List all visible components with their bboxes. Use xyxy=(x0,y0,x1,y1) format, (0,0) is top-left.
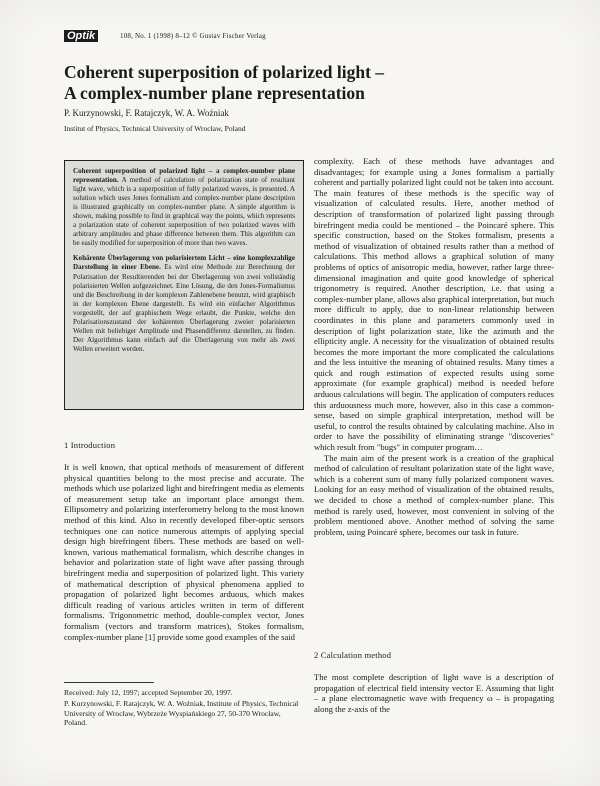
paper-title xyxy=(64,62,534,104)
abstract-german-title: Kohärente Überlagerung von polarisiertem Licht – eine komplexzahlige Darstellung in einer Ebene. xyxy=(73,254,295,272)
section-heading-introduction: 1 Introduction xyxy=(64,440,116,450)
abstract-english-title: Coherent superposition of polarized light – a complex-number plane representation. xyxy=(73,167,295,185)
abstract-box xyxy=(64,160,304,410)
abstract-english-body: A method of calculation of polarization state of resultant light wave, which is a superposition of fully polarized waves, is presented. A solution which uses Jones formalism and complex-number plane description is illustrated graphically on complex-number plane. A simple algorithm is shown, making possible to find in graphical way the points, which represents a polarization state of coherent superposition of two polarized waves with arbitrary amplitudes and phase difference between them. This algorithm can be easily modified for superposition of more than two waves. xyxy=(73,176,295,248)
authors: P. Kurzynowski, F. Ratajczyk, W. A. Woźniak xyxy=(64,108,229,118)
abstract-german-body: Es wird eine Methode zur Berechnung der Polarisation der Resultierenden bei der Überlagerung von zwei vollständig polarisierten Wellen aufgezeichnet. Eine Lösung, die den Jones-Formalismus und die Beschreibung in der komplexen Zahlenebene benutzt, wird graphisch in der komplexen Ebene dargestellt. Es wird ein einfacher Algorithmus vorgestellt, der auf graphischem Wege erlaubt, die Punkte, welche den Polarisationszustand der kohärenten Überlagerung zweier polarisierten Wellen mit beliebiger Amplitude und Phasendifferenz darstellen, zu finden. Der Algorithmus kann einfach auf die Überlagerung von mehr als zwei Wellen erweitert werden. xyxy=(73,263,295,353)
footnote-rule xyxy=(64,682,154,683)
journal-logo: Optik xyxy=(64,30,98,42)
affiliation: Institut of Physics, Technical University of Wrocław, Poland xyxy=(64,124,246,133)
calculation-method-text xyxy=(314,672,554,768)
section-heading-calculation-method: 2 Calculation method xyxy=(314,650,392,660)
abstract-german xyxy=(73,254,295,354)
introduction-paragraph-2: complexity. Each of these methods have advantages and disadvantages; for example using a Jones formalism a partially coherent and partially polarized light could not be taken into account. The main features of these methods is the specific way of visualization of calculated results. Here, another method of description of transformation of polarized light passing through birefringent media could be mentioned – the Poincaré sphere. This specific construction, based on the Stokes formalism, presents a method of visualization of obtained results rather than a method of calculations. This method allows a graphical solution of many problems of optics of anisotropic media, however, rather large three-dimensional imagination and quite good knowledge of spherical trigonometry is required. Another description, i.e. that using a complex-number plane, allows also graphical interpretation, but much more difficult to apply, due to non-linear relationship between coordinates in this plane and parameters commonly used in description of light polarization state, like the azimuth and the ellipticity angle. A necessity for the visualization of obtained results becomes the more important the more complicated the calculations and the less intuitive the meaning of obtained results. Many times a quick and rough estimation of expected results using some approximate (for example graphical) method is needed before arduous calculations will begin. The application of computers reduces this arduousness much more, however, also in this case a common-sense, based on simple graphical interpretation, method will be useful, to control the results obtained by calculating machine. Also in order to have the possibility of eliminating strange "discoveries" which result from "bugs" in computer program… xyxy=(314,156,554,453)
title-line-2: A complex-number plane representation xyxy=(64,83,365,103)
introduction-right-column xyxy=(314,156,554,616)
journal-reference: 108, No. 1 (1998) 8–12 © Gustav Fischer Verlag xyxy=(120,32,266,40)
received-dates: Received: July 12, 1997; accepted September 20, 1997. xyxy=(64,688,233,697)
calculation-method-paragraph: The most complete description of light wave is a description of propagation of electrical field intensity vector E. Assuming that light – a plane electromagnetic wave with frequency ω – is propagating along the z-axis of the xyxy=(314,672,554,714)
introduction-left-column xyxy=(64,462,304,650)
title-line-1: Coherent superposition of polarized light – xyxy=(64,62,385,82)
footnote xyxy=(64,688,304,728)
introduction-paragraph-3: The main aim of the present work is a creation of the graphical method of calculation of resultant polarization state of the light wave, which is a coherent sum of many fully polarized component waves. Looking for an easy method of visualization of the obtained results, we decided to chose a method of complex-number plane. This method is rarely used, however, most convenient in solving of the problem mentioned above. Another method of solving the same problem, using Poincaré sphere, becomes our task in future. xyxy=(314,452,554,537)
abstract-english xyxy=(73,167,295,248)
introduction-paragraph-1: It is well known, that optical methods of measurement of different physical quantities belong to the most precise and accurate. The methods which use polarized light and birefringent media as elements of measurement setup take an important place amongst them. Ellipsometry and polarizing interferometry belong to the most known method of this kind. Also in recently developed fiber-optic sensors techniques one can notice numerous attempts of applying special design high birefringent fibers. These methods are based on well-known, various mathematical formalism, which describe changes in behavior and polarization state of light wave after passing through birefringent media and superposition of polarized light. This variety of mathematical description of physical phenomena applied to propagation of polarized light becomes arduous, which makes difficult reading of various articles written in term of different formalisms. Trigonometric method, double-complex vector, Jones formalism (vectors and transform matrices), Stokes formalism, complex-number plane [1] provide some good examples of the said xyxy=(64,462,304,642)
author-address: P. Kurzynowski, F. Ratajczyk, W. A. Woźniak, Institute of Physics, Technical University of Wrocław, Wybrzeże Wyspiańskiego 27, 50-370 Wrocław, Poland. xyxy=(64,699,299,728)
